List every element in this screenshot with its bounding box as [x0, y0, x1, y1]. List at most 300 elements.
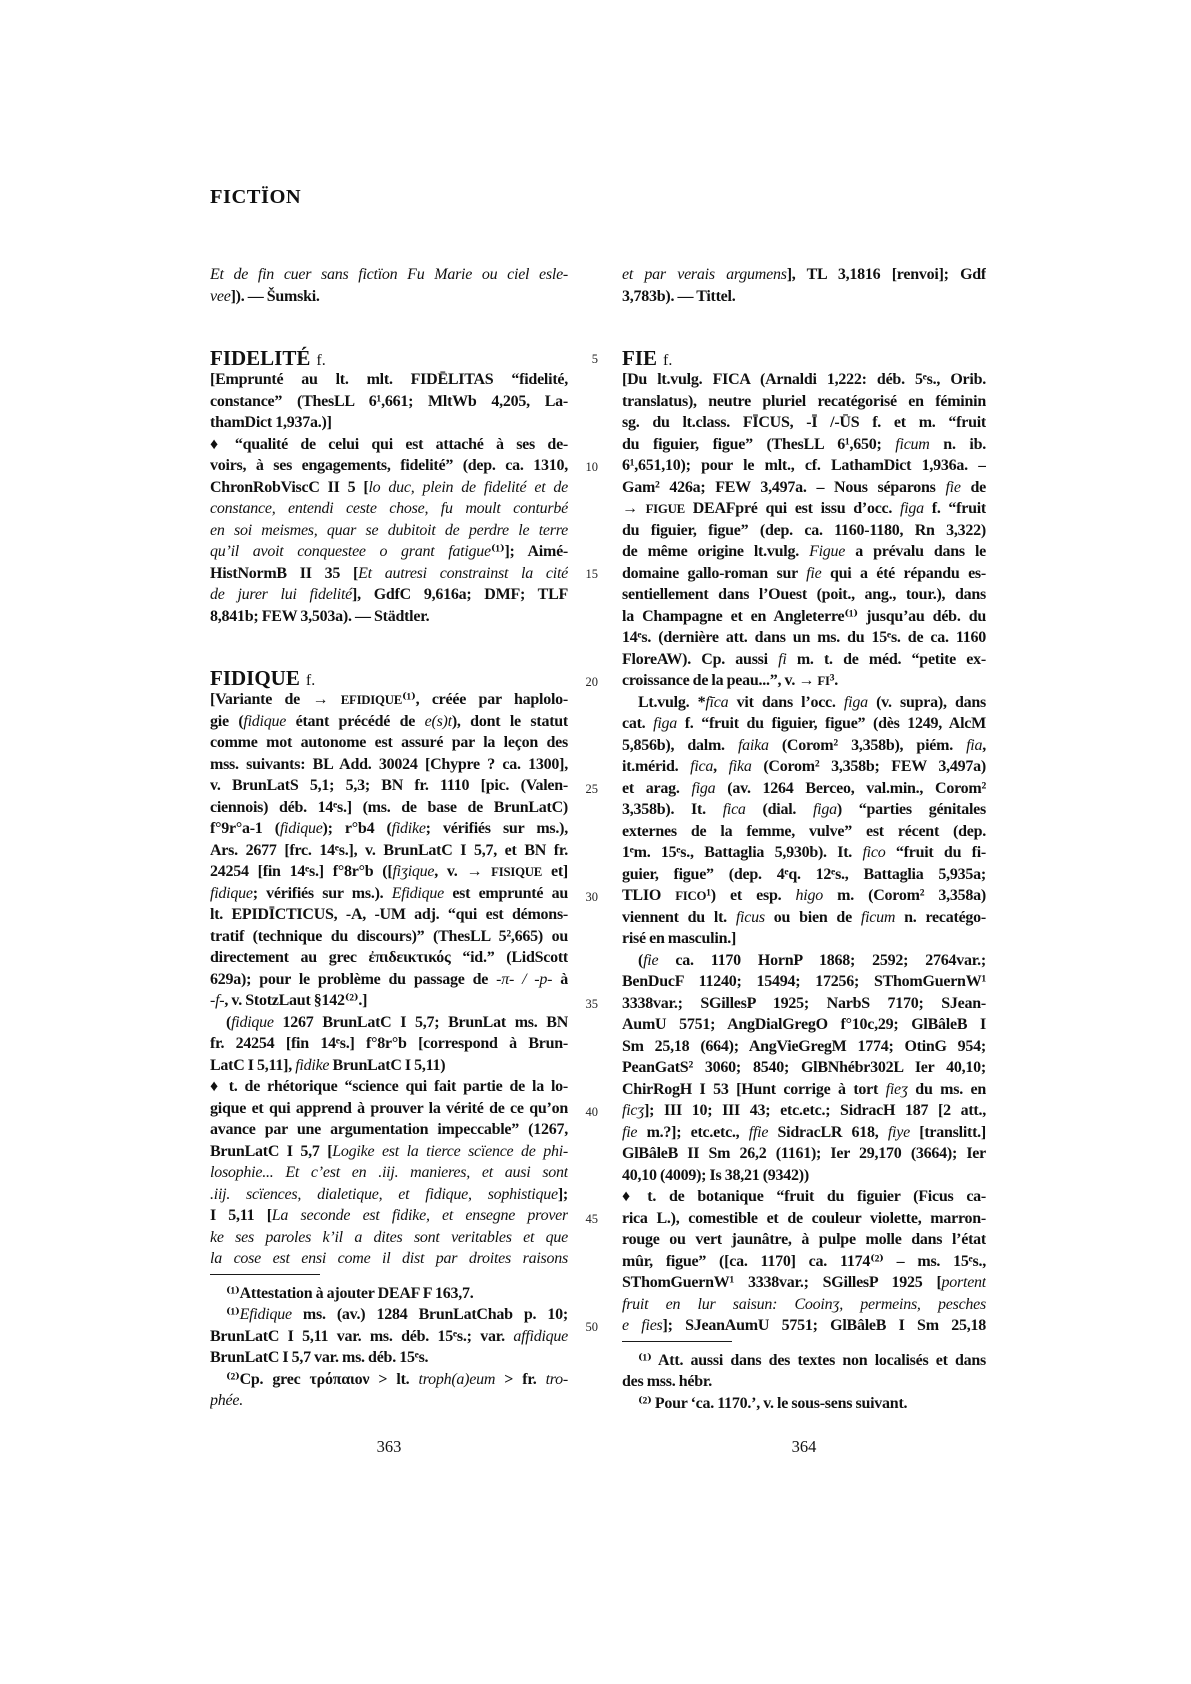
text-line	[210, 1227, 568, 1249]
line-number: 20	[585, 674, 598, 689]
page-number-right: 364	[791, 1437, 817, 1456]
text-line	[210, 1076, 568, 1098]
text-line	[210, 455, 568, 477]
roman-text: [Variante de →	[210, 691, 341, 708]
roman-text: BenDucF 11240; 15494; 17256; SThomGuernW¹	[622, 973, 986, 990]
text-line	[622, 842, 986, 864]
roman-text: Gam² 426a; FEW 3,497a. – Nous séparons	[622, 478, 946, 496]
roman-text: (	[638, 951, 644, 969]
text-line	[210, 1369, 568, 1391]
text-line	[622, 1143, 986, 1165]
line-number: 30	[585, 889, 598, 904]
part-of-speech: f.	[316, 352, 326, 369]
roman-text: rica L.), comestible et de couleur violette, marron-	[622, 1209, 986, 1227]
part-of-speech: f.	[663, 352, 673, 369]
text-line	[210, 818, 568, 840]
text-line	[210, 563, 568, 585]
paragraph	[622, 950, 986, 1187]
roman-text: du figuier, figue” (dep. ca. 1160-1180, Rn 3,322)	[622, 521, 986, 539]
text-line	[622, 498, 986, 520]
roman-text: ⁽¹⁾	[226, 1306, 240, 1323]
roman-text: 1267 BrunLatC I 5,7; BrunLat ms. BN	[273, 1013, 568, 1031]
paragraph	[622, 1186, 986, 1337]
roman-text: sentiellement dans l’Ouest (poit., ang., tour.), dans	[622, 586, 986, 603]
roman-text: 8,841b; FEW 3,503a). — Städtler.	[210, 607, 430, 625]
paragraph	[622, 264, 986, 307]
text-line	[622, 864, 986, 886]
line-number: 50	[585, 1319, 598, 1334]
italic-text: figa	[653, 715, 678, 732]
italic-text: e fies	[622, 1317, 663, 1334]
italic-text: Efidique	[391, 884, 444, 902]
roman-text: PeanGatS² 3060; 8540; GlBNhébr302L Ier 40,10;	[622, 1059, 986, 1076]
roman-text: [translitt.]	[909, 1123, 986, 1141]
text-line	[210, 861, 568, 883]
italic-text: ffie	[748, 1123, 769, 1141]
text-line	[210, 797, 568, 819]
roman-text: ms. (av.) 1284 BrunLatChab p. 10;	[291, 1306, 568, 1323]
roman-text: SThomGuernW¹ 3338var.; SGillesP 1925 [	[622, 1274, 942, 1291]
italic-text: affidique	[513, 1327, 568, 1345]
italic-text: Figue	[809, 543, 846, 560]
text-line	[622, 541, 986, 563]
text-line	[210, 969, 568, 991]
entry-headword	[210, 667, 568, 689]
roman-text: directement au grec ἐπιδεικτικός “id.” (LidScott	[210, 949, 568, 966]
text-line	[622, 1229, 986, 1251]
italic-text: fi	[778, 650, 787, 668]
text-line	[210, 840, 568, 862]
italic-text: higo	[795, 887, 823, 904]
text-line	[622, 1272, 986, 1294]
roman-text: domaine gallo-roman sur	[622, 564, 807, 582]
italic-text: fie	[806, 564, 822, 582]
roman-text: constance” (ThesLL 6¹,661; MltWb 4,205, La-	[210, 392, 568, 410]
roman-text: ♦ t. de rhétorique “science qui fait partie de la lo-	[210, 1078, 568, 1095]
headword-text: FIDIQUE	[210, 666, 300, 690]
text-line	[622, 928, 986, 950]
roman-text: ♦ “qualité de celui qui est attaché à ses de-	[210, 435, 568, 453]
italic-text: en soi meismes, quar se dubitoit de perdre le terre	[210, 521, 568, 539]
text-line	[210, 1055, 568, 1077]
footnotes	[210, 1274, 568, 1412]
roman-text: DEAFpré qui est issu d’occ.	[684, 500, 900, 517]
line-number: 35	[585, 997, 598, 1011]
text-line	[622, 1315, 986, 1337]
text-line	[622, 412, 986, 434]
text-line	[210, 1248, 568, 1270]
text-line	[622, 971, 986, 993]
italic-text: fīca	[705, 693, 729, 711]
text-line	[622, 627, 986, 649]
roman-text: 5,856b), dalm.	[622, 736, 738, 754]
text-line	[622, 1165, 986, 1187]
roman-text: ⁽²⁾Cp. grec τρόπαιον > lt.	[226, 1370, 419, 1388]
paragraph	[622, 369, 986, 692]
footnote-rule	[622, 1341, 732, 1342]
roman-text: LatC I 5,11],	[210, 1056, 296, 1074]
paragraph	[210, 1076, 568, 1270]
roman-text: 3,358b). It.	[622, 801, 723, 818]
roman-text: fr. 24254 [fin 14ᵉs.] f°8r°b [correspond à Brun-	[210, 1035, 568, 1052]
roman-text: de même origine lt.vulg.	[622, 543, 810, 560]
italic-text: fia	[966, 736, 983, 754]
text-line	[622, 799, 986, 821]
roman-text: rouge ou vert jaunâtre, à pulpe molle dans l’état	[622, 1231, 986, 1248]
roman-text: , v. →	[434, 863, 492, 880]
italic-text: fie	[622, 1123, 638, 1141]
italic-text: Et autresi constrainst la cité	[358, 564, 568, 582]
smallcaps-text: FIGUE	[645, 502, 685, 516]
italic-text: fidique	[210, 884, 253, 902]
footnotes	[622, 1341, 986, 1415]
text-line	[622, 1350, 986, 1372]
text-line	[210, 498, 568, 520]
italic-text: ficʒ	[622, 1102, 645, 1119]
roman-text: ; vérifiés sur ms.).	[252, 884, 392, 902]
text-line	[210, 1033, 568, 1055]
roman-text: HistNormB II 35 [	[210, 564, 359, 582]
text-line	[210, 477, 568, 499]
italic-text: fika	[728, 758, 752, 775]
text-line	[210, 732, 568, 754]
roman-text: et]	[542, 863, 568, 880]
smallcaps-text: FI	[817, 674, 830, 688]
paragraph	[210, 369, 568, 434]
text-line	[210, 541, 568, 563]
italic-text: portent	[941, 1274, 986, 1291]
roman-text: gique et qui apprend à prouver la vérité de ce qu’on	[210, 1099, 568, 1117]
text-line	[622, 670, 986, 692]
text-line	[210, 264, 568, 286]
roman-text: 629a); pour le problème du passage de	[210, 970, 497, 988]
roman-text: ];	[557, 1185, 568, 1203]
roman-text: externes de la femme, vulve” est récent (dep.	[622, 822, 986, 840]
roman-text: guier, figue” (dep. 4ᵉq. 12ᵉs., Battaglia 5,935a;	[622, 865, 986, 883]
roman-text: étant précédé de	[286, 712, 425, 730]
text-line	[210, 883, 568, 905]
text-line	[622, 264, 986, 286]
text-line	[210, 369, 568, 391]
headword-text: FIE	[622, 346, 658, 370]
roman-text: et arag.	[622, 779, 692, 797]
roman-text: “fruit du fi-	[885, 844, 986, 861]
text-line	[210, 1390, 568, 1412]
text-line	[622, 993, 986, 1015]
text-line	[210, 286, 568, 308]
roman-text: voirs, à ses engagements, fidelité” (dep. ca. 1310,	[210, 457, 568, 474]
text-line	[210, 434, 568, 456]
italic-text: troph(a)eum	[418, 1370, 496, 1388]
roman-text: croissance de la peau...”, v. →	[622, 672, 818, 689]
italic-text: fie	[643, 951, 659, 969]
roman-text: f. “fruit du figuier, figue” (dès 1249, AlcM	[677, 715, 986, 732]
roman-text: des mss. hébr.	[622, 1373, 713, 1390]
roman-text: de	[960, 478, 986, 496]
roman-text: ♦ t. de botanique “fruit du figuier (Ficus ca-	[622, 1188, 986, 1205]
roman-text: BrunLatC I 5,11 var. ms. déb. 15ᵉs.; var.	[210, 1327, 514, 1345]
page-number-left: 363	[376, 1437, 402, 1456]
text-line	[622, 1036, 986, 1058]
text-line	[210, 904, 568, 926]
roman-text: ca. 1170 HornP 1868; 2592; 2764var.;	[658, 951, 986, 969]
roman-text: ,	[982, 736, 986, 754]
running-head: FICTÏON	[210, 186, 302, 208]
text-line	[622, 692, 986, 714]
italic-text: de jurer lui fidelité	[210, 586, 352, 603]
italic-text: fidique	[279, 820, 323, 837]
text-line	[210, 412, 568, 434]
roman-text: à	[552, 970, 568, 988]
roman-text: BrunLatC I 5,11)	[329, 1056, 446, 1074]
text-line	[622, 434, 986, 456]
italic-text: tro-	[545, 1370, 568, 1388]
paragraph	[622, 692, 986, 950]
italic-text: fidike	[391, 820, 426, 837]
paragraph	[210, 1012, 568, 1077]
text-line	[210, 990, 568, 1012]
italic-text: .iij. scïences, dialetique, et fidique, sophistique	[210, 1185, 558, 1203]
italic-text: ficus	[735, 908, 765, 926]
roman-text: (Corom² 3,358b), piém.	[768, 736, 967, 754]
roman-text: [Du lt.vulg. FICA (Arnaldi 1,222: déb. 5ᵉs., Orib.	[622, 371, 986, 388]
text-line	[622, 520, 986, 542]
roman-text: ]; III 10; III 43; etc.etc.; SidracH 187 [2 att.,	[644, 1102, 986, 1119]
roman-text: 6¹,651,10); pour le mlt., cf. LathamDict 1,936a. –	[622, 457, 986, 474]
roman-text: ChronRobViscC II 5 [	[210, 478, 369, 496]
roman-text: BrunLatC I 5,7 [	[210, 1142, 333, 1160]
roman-text: sg. du lt.class. FĪCUS, -Ī /-ŪS f. et m. “fruit	[622, 414, 986, 431]
roman-text: ; vérifiés sur ms.),	[425, 820, 568, 837]
text-line	[622, 584, 986, 606]
roman-text: TLIO	[622, 887, 676, 904]
text-line	[210, 1119, 568, 1141]
roman-text: ³.	[829, 672, 838, 689]
smallcaps-text: EFIDIQUE	[340, 693, 403, 707]
text-line	[622, 1251, 986, 1273]
text-line	[622, 606, 986, 628]
roman-text: 24254 [fin 14ᵉs.] f°8r°b ([	[210, 863, 393, 880]
text-line	[622, 950, 986, 972]
roman-text: translatus), neutre pluriel recatégorisé en féminin	[622, 392, 986, 410]
roman-text: du figuier, figue” (ThesLL 6¹,650;	[622, 435, 896, 453]
text-line	[622, 1294, 986, 1316]
italic-text: fidique	[231, 1013, 274, 1031]
text-line	[210, 391, 568, 413]
roman-text: (Corom² 3,358b; FEW 3,497a)	[751, 758, 986, 775]
text-line	[210, 1326, 568, 1348]
text-line	[622, 1122, 986, 1144]
italic-text: phée.	[210, 1392, 243, 1409]
italic-text: Efidique	[239, 1306, 292, 1323]
roman-text: ]; SJeanAumU 5751; GlBâleB I Sm 25,18	[662, 1317, 986, 1334]
roman-text: AumU 5751; AngDialGregO f°10c,29; GlBâleB I	[622, 1016, 986, 1033]
roman-text: (av. 1264 Berceo, val.min., Corom²	[715, 779, 986, 797]
roman-text: BrunLatC I 5,7 var. ms. déb. 15ᵉs.	[210, 1349, 429, 1366]
roman-text: tratif (technique du discours)” (ThesLL 5²,665) ou	[210, 927, 568, 945]
italic-text: figa	[691, 779, 716, 797]
text-line	[622, 778, 986, 800]
roman-text: viennent du lt.	[622, 908, 736, 926]
paragraph	[210, 434, 568, 628]
roman-text: 14ᵉs. (dernière att. dans un ms. du 15ᵉs. de ca. 1160	[622, 629, 986, 646]
italic-text: figa	[812, 801, 837, 818]
roman-text: thamDict 1,937a.)]	[210, 414, 332, 431]
text-line	[210, 947, 568, 969]
roman-text: n. recatégo-	[895, 908, 986, 926]
roman-text: ⁽¹⁾, créée par haplolo-	[402, 691, 568, 708]
text-line	[210, 1205, 568, 1227]
italic-text: fidique	[243, 712, 287, 730]
roman-text: ); r°b4 (	[322, 820, 392, 837]
italic-text: fie	[945, 478, 961, 496]
italic-text: fiye	[887, 1123, 910, 1141]
roman-text: f°9r°a-1 (	[210, 820, 280, 837]
roman-text: SidracLR 618,	[768, 1123, 888, 1141]
italic-text: ke ses paroles k’il a dites sont veritables et que	[210, 1228, 568, 1246]
text-line	[622, 1014, 986, 1036]
roman-text: (dial.	[745, 801, 813, 818]
text-line	[622, 391, 986, 413]
line-number: 45	[585, 1212, 598, 1226]
part-of-speech: f.	[305, 672, 316, 689]
paragraph	[210, 264, 568, 307]
italic-text: fruit en lur saisun: Cooinʒ, permeins, pesches	[622, 1295, 986, 1313]
text-line	[622, 1100, 986, 1122]
roman-text: Lt.vulg. *	[638, 693, 706, 711]
roman-text: lt. EPIDĪCTICUS, -A, -UM adj. “qui est démons-	[210, 906, 568, 923]
italic-text: fica	[722, 801, 746, 818]
roman-text: 40,10 (4009); Is 38,21 (9342))	[622, 1166, 809, 1184]
roman-text: > fr.	[495, 1370, 546, 1388]
italic-text: losophie... Et c’est en .iij. manieres, et ausi sont	[210, 1164, 568, 1181]
roman-text: ], TL 3,1816 [renvoi]; Gdf	[786, 266, 986, 283]
column-left	[210, 0, 568, 1412]
roman-text: ⁽¹⁾Attestation à ajouter DEAF F 163,7.	[226, 1284, 474, 1302]
roman-text: vit dans l’occ.	[728, 693, 844, 711]
text-line	[210, 1184, 568, 1206]
text-line	[622, 735, 986, 757]
roman-text: ⁽¹⁾ Att. aussi dans des textes non localisés et dans	[638, 1351, 986, 1369]
roman-text: ,	[713, 758, 729, 775]
text-line	[210, 926, 568, 948]
line-number: 5	[591, 352, 598, 366]
italic-text: et par verais argumens	[622, 266, 787, 283]
roman-text: gie (	[210, 712, 244, 730]
text-line	[210, 711, 568, 733]
text-line	[210, 775, 568, 797]
text-line	[622, 286, 986, 308]
roman-text: it.mérid.	[622, 758, 691, 775]
line-number: 40	[585, 1104, 598, 1119]
text-line	[622, 563, 986, 585]
text-line	[622, 455, 986, 477]
italic-text: constance, entendi ceste chose, fu moult conturbé	[210, 500, 568, 517]
roman-text: ChirRogH I 53 [Hunt corrige à tort	[622, 1080, 886, 1098]
text-line	[622, 907, 986, 929]
text-line	[622, 649, 986, 671]
roman-text: ), dont le statut	[451, 712, 568, 730]
text-line	[622, 1393, 986, 1415]
roman-text: ]). — Šumski.	[230, 287, 320, 305]
text-line	[210, 1141, 568, 1163]
italic-text: Et de fin cuer sans fictïon Fu Marie ou ciel esle-	[210, 266, 568, 283]
roman-text: 1ᵉm. 15ᵉs., Battaglia 5,930b). It.	[622, 844, 863, 861]
italic-text: figa	[843, 693, 868, 711]
roman-text: est emprunté au	[443, 884, 568, 902]
text-line	[622, 369, 986, 391]
roman-text: qui a été répandu es-	[821, 564, 986, 582]
roman-text: m.?]; etc.etc.,	[637, 1123, 749, 1141]
roman-text: Ars. 2677 [frc. 14ᵉs.], v. BrunLatC I 5,7, et BN fr.	[210, 841, 568, 859]
italic-text: fico	[862, 844, 886, 861]
roman-text: comme mot autonome est assuré par la leçon des	[210, 734, 568, 751]
roman-text: m. (Corom² 3,358a)	[822, 887, 986, 904]
roman-text: f. “fruit	[923, 500, 986, 517]
italic-text: qu’il avoit conquestee o grant fatigue	[210, 543, 491, 560]
text-line	[622, 1371, 986, 1393]
roman-text: ⁽²⁾ Pour ‘ca. 1170.’, v. le sous-sens suivant.	[638, 1394, 908, 1412]
paragraph	[210, 689, 568, 1012]
roman-text: 3,783b). — Tittel.	[622, 287, 736, 305]
text-line	[210, 520, 568, 542]
line-number: 25	[585, 782, 598, 796]
text-line	[210, 1162, 568, 1184]
text-line	[210, 606, 568, 628]
text-line	[210, 1283, 568, 1305]
smallcaps-text: FICO	[675, 889, 707, 903]
italic-text: la cose est ensi come il dist par droites raisons	[210, 1250, 568, 1267]
roman-text: I 5,11 [	[210, 1207, 272, 1224]
entry-headword	[622, 347, 986, 369]
text-line	[622, 1057, 986, 1079]
text-line	[210, 754, 568, 776]
text-line	[622, 756, 986, 778]
italic-text: ficum	[895, 435, 930, 453]
roman-text: avance par une argumentation impeccable” (1267,	[210, 1121, 568, 1138]
roman-text: ) “parties génitales	[836, 801, 986, 818]
roman-text: ciennois) déb. 14ᵉs.] (ms. de base de BrunLatC)	[210, 798, 568, 816]
text-line	[622, 885, 986, 907]
text-line	[622, 1208, 986, 1230]
italic-text: -π- / -p-	[496, 970, 553, 988]
roman-text: cat.	[622, 715, 654, 732]
headword-text: FIDELITÉ	[210, 346, 311, 370]
entry-headword	[210, 347, 568, 369]
text-line	[210, 1347, 568, 1369]
roman-text: [Emprunté au lt. mlt. FIDĒLITAS “fidelité,	[210, 371, 568, 388]
roman-text: FloreAW). Cp. aussi	[622, 650, 779, 668]
italic-text: lo duc, plein de fidelité et de	[368, 478, 568, 496]
roman-text: m. t. de méd. “petite ex-	[786, 650, 986, 668]
roman-text: 3338var.; SGillesP 1925; NarbS 7170; SJean-	[622, 994, 986, 1012]
italic-text: Logike est la tierce scïence de phi-	[332, 1142, 568, 1160]
italic-text: fieʒ	[885, 1080, 908, 1098]
italic-text: fica	[690, 758, 714, 775]
text-line	[210, 1098, 568, 1120]
roman-text: (	[226, 1013, 232, 1031]
smallcaps-text: FISIQUE	[491, 865, 543, 879]
text-line	[622, 713, 986, 735]
roman-text: ou bien de	[764, 908, 861, 926]
italic-text: figa	[900, 500, 924, 517]
text-line	[622, 477, 986, 499]
roman-text: ¹) et esp.	[706, 887, 796, 904]
roman-text: GlBâleB II Sm 26,2 (1161); Ier 29,170 (3664); Ier	[622, 1145, 986, 1162]
italic-text: La seconde est fidike, et ensegne prover	[271, 1207, 568, 1224]
footnote-rule	[210, 1274, 320, 1275]
text-line	[210, 584, 568, 606]
